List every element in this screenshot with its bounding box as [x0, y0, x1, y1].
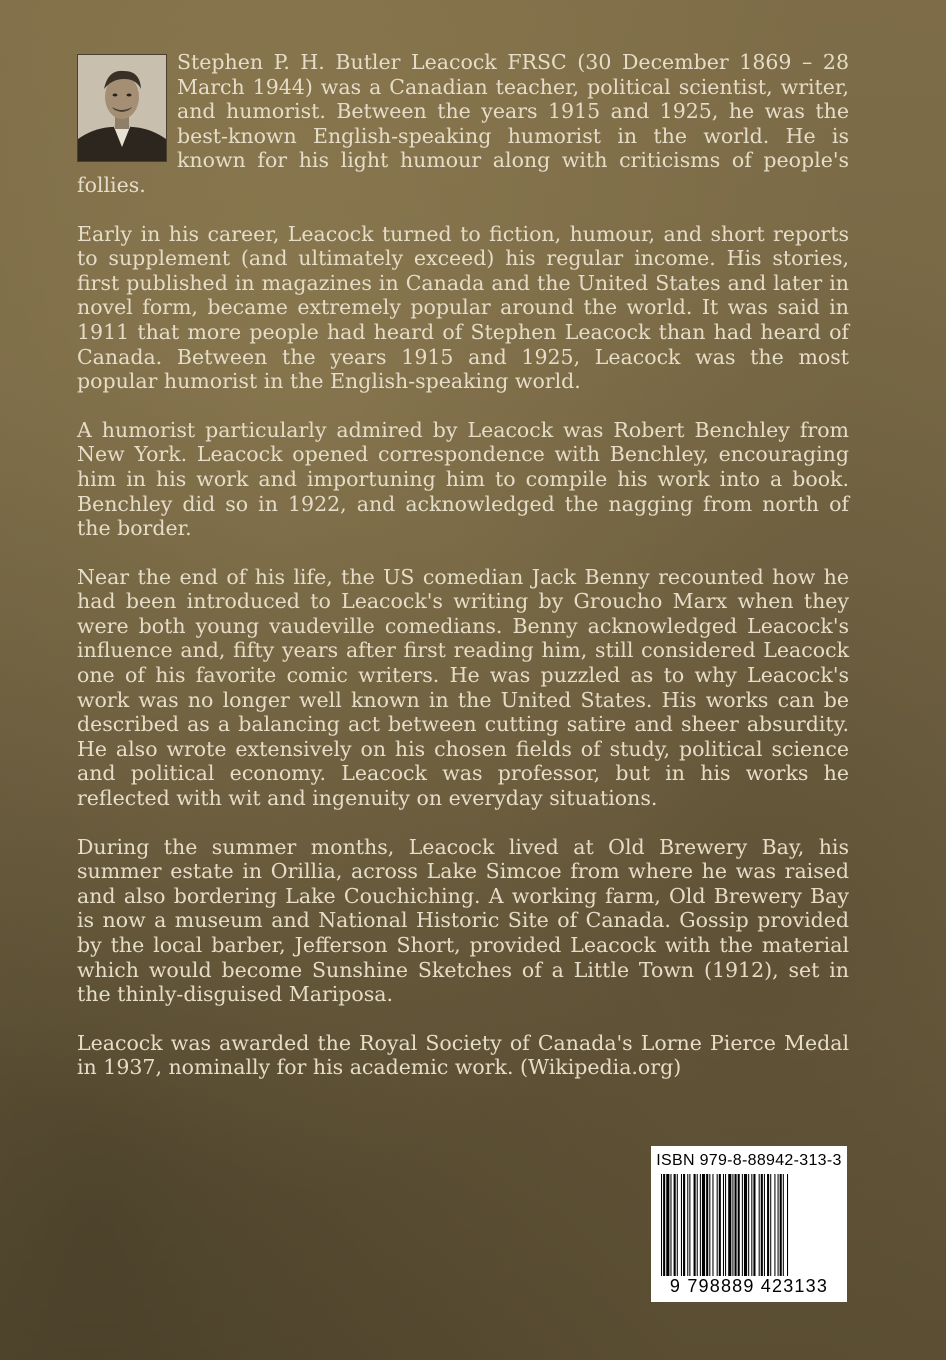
biography-text [77, 50, 849, 1104]
isbn-label: ISBN 979-8-88942-313-3 [656, 1152, 842, 1169]
barcode-bar [778, 1174, 779, 1276]
paragraph-benny: Near the end of his life, the US comedian Jack Benny recounted how he had been introduced to Leacock's writing by Groucho Marx when they were both young vaudeville comedians. Benny acknowledged Leacock's influence and, fifty years after first reading him, still considered Leacock one of his favorite comic writers. He was puzzled as to why Leacock's work was no longer well known in the United States. His works can be described as a balancing act between cutting satire and sheer absurdity. He also wrote extensively on his chosen fields of study, political science and political economy. Leacock was professor, but in his works he reflected with wit and ingenuity on everyday situations. [77, 564, 849, 811]
barcode-bar [694, 1174, 696, 1276]
barcode-bar [712, 1174, 713, 1276]
barcode-bar [666, 1174, 669, 1276]
barcode-bar [689, 1174, 690, 1276]
barcode-bar [681, 1174, 682, 1276]
barcode-bar [709, 1174, 710, 1276]
paragraph-intro: Stephen P. H. Butler Leacock FRSC (30 December 1869 – 28 March 1944) was a Canadian teacher, political scientist, writer, and humorist. Between the years 1915 and 1925, he was the best-known English-speaking humorist in the world. He is known for his light humour along with criticisms of people's follies. [77, 50, 849, 197]
barcode-digits: 9 798889 423133 [669, 1276, 829, 1296]
barcode-bar [770, 1174, 771, 1276]
barcode-bar [697, 1174, 698, 1276]
barcode-bar [742, 1174, 743, 1276]
paragraph-benchley: A humorist particularly admired by Leacock was Robert Benchley from New York. Leacock opened correspondence with Benchley, encouraging him in his work and importuning him to compile his work into a book. Benchley did so in 1922, and acknowledged the nagging from north of the border. [77, 417, 849, 541]
barcode-bar [738, 1174, 740, 1276]
barcode-bar [753, 1174, 755, 1276]
barcode-bar [732, 1174, 733, 1276]
barcode-bar [723, 1174, 724, 1276]
isbn-barcode [651, 1146, 847, 1302]
barcode-bar [674, 1174, 676, 1276]
barcode-bar [759, 1174, 760, 1276]
barcode-bar [783, 1174, 784, 1276]
paragraph-medal: Leacock was awarded the Royal Society of Canada's Lorne Pierce Medal in 1937, nominally for his academic work. (Wikipedia.org) [77, 1030, 849, 1080]
barcode-bar [751, 1174, 752, 1276]
barcode-bar [728, 1174, 731, 1276]
barcode-bar [764, 1174, 765, 1276]
barcode-bar [744, 1174, 747, 1276]
barcode-bar [780, 1174, 782, 1276]
portrait-photo-icon [78, 55, 166, 161]
barcode-bar [677, 1174, 678, 1276]
barcode-bar [735, 1174, 737, 1276]
barcode-bar [725, 1174, 726, 1276]
paragraph-career: Early in his career, Leacock turned to fiction, humour, and short reports to supplement (and ultimately exceed) his regular income. His stories, first published in magazines in Canada and the United States and later in novel form, became extremely popular around the world. It was said in 1911 that more people had heard of Stephen Leacock than had heard of Canada. Between the years 1915 and 1925, Leacock was the most popular humorist in the English-speaking world. [77, 221, 849, 394]
author-portrait [77, 54, 167, 162]
paragraph-brewery-bay: During the summer months, Leacock lived at Old Brewery Bay, his summer estate in Orillia, across Lake Simcoe from where he was raised and also bordering Lake Couchiching. A working farm, Old Brewery Bay is now a museum and National Historic Site of Canada. Gossip provided by the local barber, Jefferson Short, provided Leacock with the material which would become Sunshine Sketches of a Little Town (1912), set in the thinly-disguised Mariposa. [77, 834, 849, 1007]
barcode-bar [767, 1174, 769, 1276]
barcode-bar [670, 1174, 671, 1276]
barcode-bar [706, 1174, 708, 1276]
barcode-bar [761, 1174, 763, 1276]
barcode-bar [717, 1174, 718, 1276]
barcode-bar [663, 1174, 665, 1276]
barcode-icon [661, 1174, 837, 1276]
barcode-bar [700, 1174, 701, 1276]
barcode-bar [774, 1174, 775, 1276]
barcode-bar [719, 1174, 721, 1276]
barcode-bar [702, 1174, 705, 1276]
barcode-bar [687, 1174, 688, 1276]
barcode-bar [683, 1174, 685, 1276]
barcode-bar [748, 1174, 749, 1276]
barcode-bar [661, 1174, 662, 1276]
barcode-bar [787, 1174, 788, 1276]
